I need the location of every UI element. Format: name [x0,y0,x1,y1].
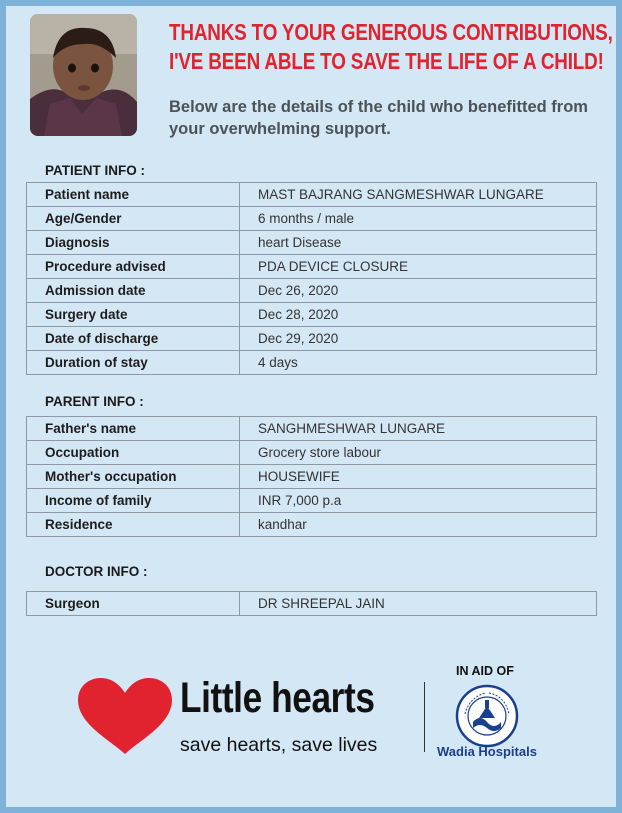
wadia-seal-icon [455,684,519,748]
row-label: Procedure advised [27,255,240,279]
row-label: Diagnosis [27,231,240,255]
row-value: DR SHREEPAL JAIN [240,592,597,616]
brand-tagline: save hearts, save lives [180,734,378,756]
row-value: HOUSEWIFE [240,465,597,489]
table-row [27,255,597,279]
row-label: Date of discharge [27,327,240,351]
table-row [27,417,597,441]
row-value: INR 7,000 p.a [240,489,597,513]
row-value: 6 months / male [240,207,597,231]
row-value: 4 days [240,351,597,375]
table-row [27,351,597,375]
headline-line: I'VE BEEN ABLE TO SAVE THE LIFE OF A CHILD! [169,48,604,74]
row-value: heart Disease [240,231,597,255]
table-row [27,465,597,489]
table-row [27,327,597,351]
headline [169,18,613,76]
in-aid-of-label: IN AID OF [456,664,514,678]
row-value: Dec 26, 2020 [240,279,597,303]
row-label: Occupation [27,441,240,465]
row-value: kandhar [240,513,597,537]
row-value: Dec 29, 2020 [240,327,597,351]
doctor-info-table [26,591,597,616]
patient-info-title: PATIENT INFO : [45,163,145,178]
row-label: Duration of stay [27,351,240,375]
table-row [27,513,597,537]
parent-info-table [26,416,597,537]
row-label: Income of family [27,489,240,513]
row-label: Father's name [27,417,240,441]
table-row [27,303,597,327]
patient-info-table [26,182,597,375]
row-label: Patient name [27,183,240,207]
row-label: Age/Gender [27,207,240,231]
row-label: Admission date [27,279,240,303]
table-row [27,183,597,207]
table-row [27,231,597,255]
row-value: PDA DEVICE CLOSURE [240,255,597,279]
table-row [27,279,597,303]
table-row [27,441,597,465]
table-row [27,489,597,513]
heart-icon [78,678,172,754]
row-label: Surgeon [27,592,240,616]
table-row [27,592,597,616]
doctor-info-title: DOCTOR INFO : [45,564,148,579]
row-label: Surgery date [27,303,240,327]
row-value: SANGHMESHWAR LUNGARE [240,417,597,441]
hospital-name: Wadia Hospitals [437,744,537,759]
row-value: Dec 28, 2020 [240,303,597,327]
row-value: MAST BAJRANG SANGMESHWAR LUNGARE [240,183,597,207]
table-row [27,207,597,231]
row-label: Mother's occupation [27,465,240,489]
headline-line: THANKS TO YOUR GENEROUS CONTRIBUTIONS, [169,19,613,45]
child-photo [30,14,137,136]
footer-divider [424,682,425,752]
subtitle: Below are the details of the child who benefitted from your overwhelming support. [169,98,588,138]
row-value: Grocery store labour [240,441,597,465]
parent-info-title: PARENT INFO : [45,394,144,409]
brand-name: Little hearts [180,674,375,722]
row-label: Residence [27,513,240,537]
